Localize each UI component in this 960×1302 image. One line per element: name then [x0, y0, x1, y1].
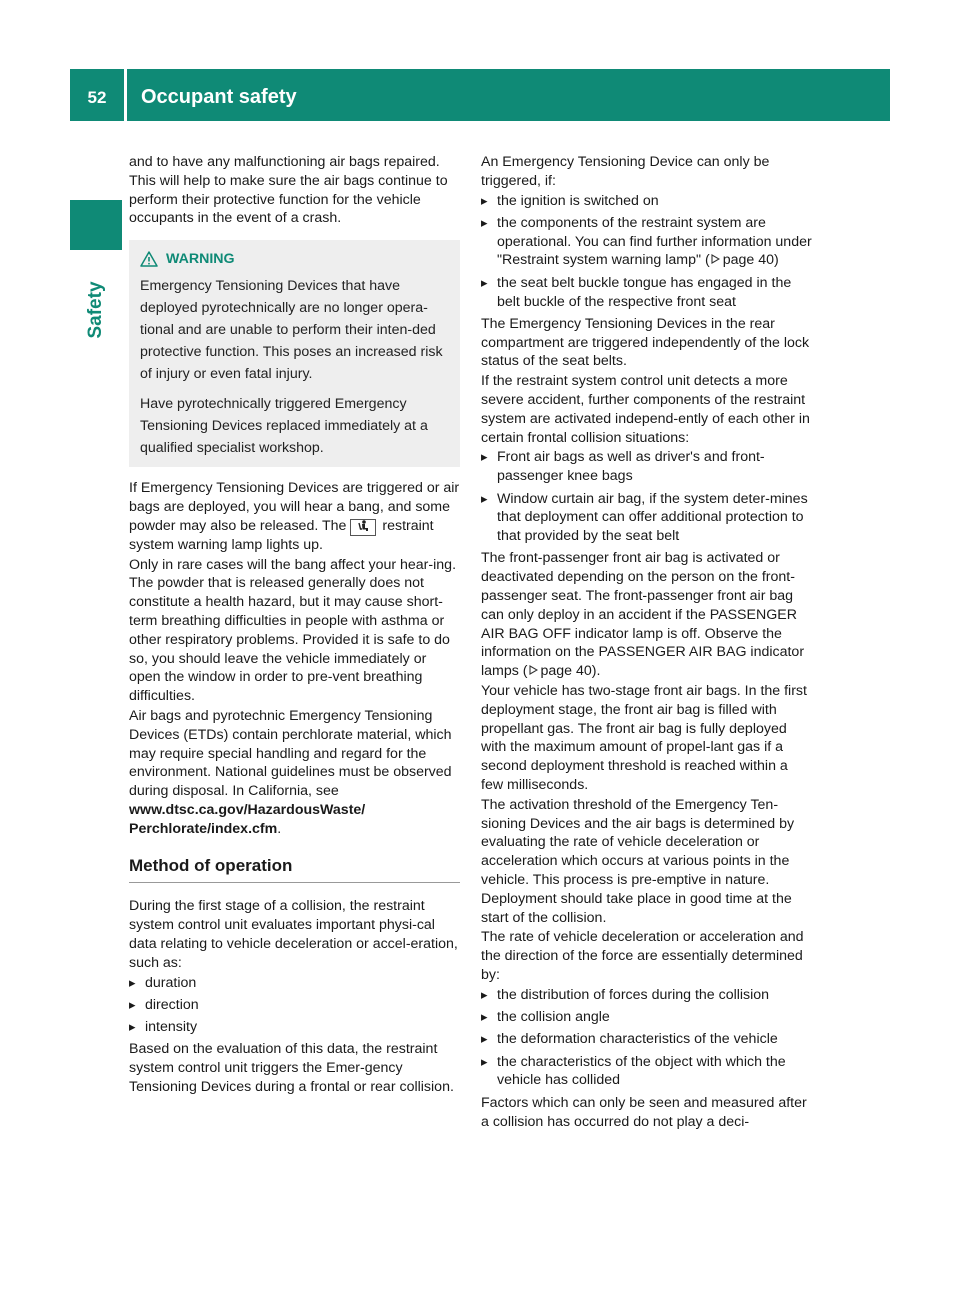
conditions-intro: An Emergency Tensioning Device can only be triggered, if: [481, 154, 770, 189]
page-reference-arrow-icon [711, 254, 720, 264]
page-reference-arrow-icon [529, 665, 538, 675]
warning-text-2: Have pyrotechnically triggered Emergency Tensioning Devices replaced immediately at a qualified specialist workshop. [140, 396, 428, 457]
right-column [481, 153, 813, 1132]
rate-paragraph: The rate of vehicle deceleration or acceleration and the direction of the force are essentially determined by: [481, 929, 804, 983]
warning-text-1: Emergency Tensioning Devices that have deployed pyrotechnically are no longer opera-tional and are unable to perform their inten-ded protective function. This poses an increased risk of injury or even fatal injury. [140, 278, 443, 383]
condition-text: the components of the restraint system are operational. You can find further information under "Restraint system warning lamp" ( [497, 214, 812, 269]
list-item [481, 214, 813, 270]
method-bullet-list [129, 974, 460, 1037]
bang-paragraph: Only in rare cases will the bang affect your hear-ing. The powder that is released generally does not constitute a health hazard, but it may cause short-term breathing difficulties in people with asthma or other respiratory problems. Provided it is safe to do so, you should leave the vehicle immediately or open the window in order to pre-vent breathing difficulties. [129, 556, 457, 705]
triggered-text: If Emergency Tensioning Devices are triggered or air bags are deployed, you will hear a bang, and some powder may also be released. The [129, 480, 460, 534]
chapter-title: Occupant safety [141, 86, 297, 108]
list-item: ▸ Front air bags as well as driver's and front-passenger knee bags [481, 448, 813, 486]
list-item: ▸ the collision angle [481, 1008, 813, 1027]
list-item: ▸ intensity [129, 1018, 460, 1037]
front-passenger-paragraph [481, 549, 813, 681]
rate-list [481, 986, 813, 1090]
header-divider [124, 69, 127, 121]
page-reference-link[interactable]: page 40). [540, 663, 601, 680]
page-reference-link[interactable]: page 40) [722, 252, 779, 269]
conditions-list [481, 192, 813, 312]
severe-list [481, 448, 813, 545]
list-item: ▸ the ignition is switched on [481, 192, 813, 211]
list-item: ▸ the deformation characteristics of the vehicle [481, 1030, 813, 1049]
rear-paragraph: The Emergency Tensioning Devices in the rear compartment are triggered independently of the lock status of the seat belts. [481, 315, 810, 370]
warning-box [129, 240, 460, 467]
seat-occupant-glyph [356, 520, 370, 533]
severe-paragraph: If the restraint system control unit detects a more severe accident, further components of the restraint system are activated independ-ently of each other in certain frontal collision situations: [481, 373, 810, 446]
left-column [129, 153, 460, 1098]
perchlorate-text: Air bags and pyrotechnic Emergency Tensioning Devices (ETDs) contain perchlorate material, which may require special handling and regard for the environment. National guidelines must be observed during disposal. In California, see [129, 707, 452, 800]
list-item: ▸ direction [129, 996, 460, 1015]
list-item: ▸ the characteristics of the object with which the vehicle has collided [481, 1053, 813, 1091]
list-item: ▸ duration [129, 974, 460, 993]
perchlorate-link[interactable]: www.dtsc.ca.gov/HazardousWaste/ Perchlorate/index.cfm [129, 801, 366, 837]
page-number: 52 [87, 88, 107, 107]
warning-title: WARNING [166, 251, 235, 268]
two-stage-paragraph: Your vehicle has two-stage front air bags. In the first deployment stage, the front air bag is filled with propellant gas. The front air bag is fully deployed with the maximum amount of propel-lant gas if a second deployment threshold is reached within a few milliseconds. [481, 683, 807, 793]
warning-triangle-icon [140, 251, 158, 267]
side-tab-block [70, 200, 122, 250]
factors-paragraph: Factors which can only be seen and measured after a collision has occurred do not play a deci- [481, 1094, 807, 1130]
intro-paragraph: and to have any malfunctioning air bags repaired. This will help to make sure the air bags continue to perform their protective function for the vehicle occupants in the event of a crash. [129, 154, 448, 227]
seat-occupant-icon [350, 519, 376, 536]
perchlorate-paragraph [129, 707, 460, 839]
threshold-paragraph: The activation threshold of the Emergency Ten-sioning Devices and the air bags is determined by evaluating the rate of vehicle deceleration or acceleration which occurs at various points in the vehicle. This process is pre-emptive in nature. Deployment should take place in good time at the start of the collision. [481, 796, 795, 926]
list-item: ▸ the distribution of forces during the collision [481, 986, 813, 1005]
list-item: ▸ Window curtain air bag, if the system deter-mines that deployment can offer additional protection to that provided by the seat belt [481, 490, 813, 546]
warning-heading [140, 248, 452, 270]
list-item: ▸ the seat belt buckle tongue has engaged in the belt buckle of the respective front seat [481, 274, 813, 312]
method-paragraph: During the first stage of a collision, the restraint system control unit evaluates important physi-cal data relating to vehicle deceleration or accel-eration, such as: [129, 898, 458, 971]
link-end: . [277, 820, 282, 837]
based-paragraph: Based on the evaluation of this data, the restraint system control unit triggers the Emer-gency Tensioning Devices during a frontal or rear collision. [129, 1041, 454, 1095]
side-tab-label: Safety [85, 281, 106, 339]
triggered-text-after: restraint system warning lamp lights up. [129, 517, 434, 553]
section-heading-method: Method of operation [129, 857, 460, 884]
triggered-paragraph [129, 479, 460, 554]
front-passenger-text: The front-passenger front air bag is activated or deactivated depending on the person on the front-passenger seat. The front-passenger front air bag can only deploy in an accident if the PASSENGER AIR BAG OFF indicator lamp is off. Observe the information on the PASSENGER AIR BAG indicator lamps ( [481, 550, 805, 680]
